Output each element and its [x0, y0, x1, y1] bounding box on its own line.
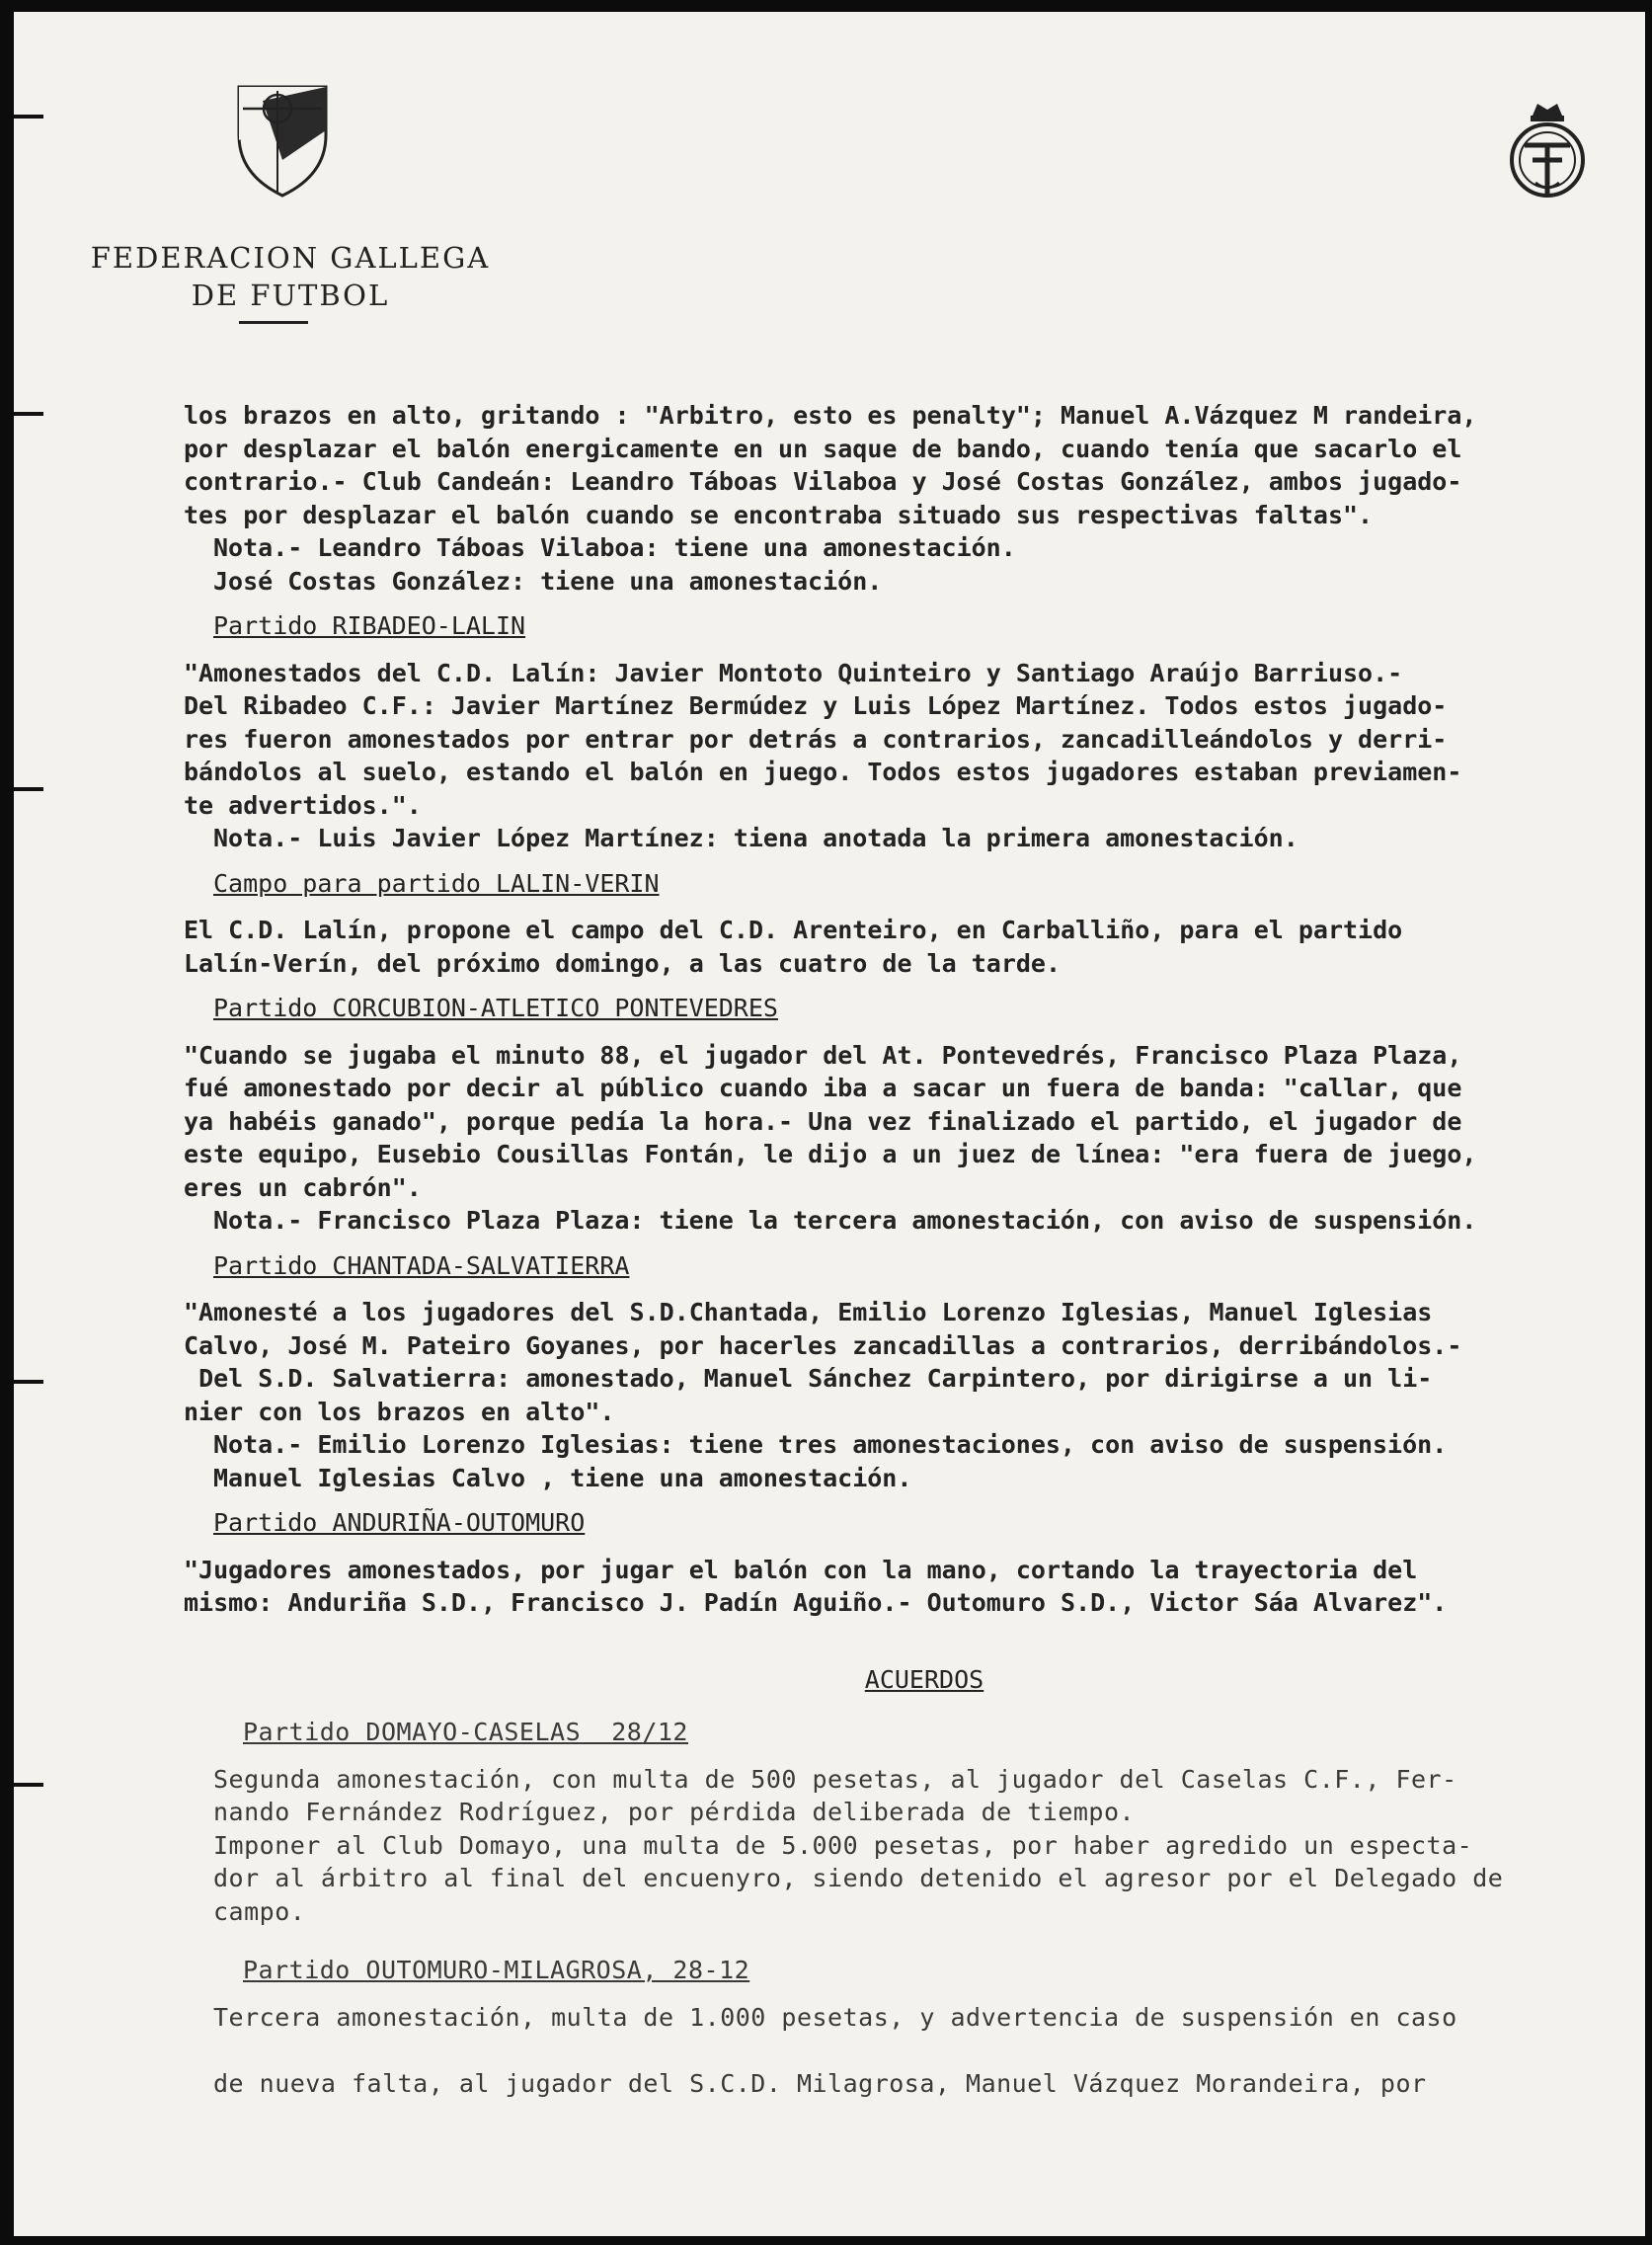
note-manuel: Manuel Iglesias Calvo , tiene una amonestación. [213, 1463, 912, 1492]
section-acuerdos: ACUERDOS [864, 1664, 984, 1694]
federation-name-line1: FEDERACION GALLEGA [90, 241, 491, 275]
paragraph-outomuro: Tercera amonestación, multa de 1.000 pesetas, y advertencia de suspensión en caso de nueva falta, al jugador del S.C.D. Milagrosa, Manuel Vázquez Morandeira, por [213, 2002, 1457, 2098]
paragraph-domayo-2: Imponer al Club Domayo, una multa de 5.000 pesetas, por haber agredido un especta- dor al árbitro al final del encuenyro, siendo detenido el agresor por el Delegado de campo. [213, 1830, 1504, 1926]
note-emilio: Nota.- Emilio Lorenzo Iglesias: tiene tres amonestaciones, con aviso de suspensión. [213, 1430, 1448, 1459]
note-leandro: Nota.- Leandro Táboas Vilaboa: tiene una amonestación. [213, 533, 1016, 562]
paragraph-domayo-1: Segunda amonestación, con multa de 500 pesetas, al jugador del Caselas C.F., Fer- nando Fernández Rodríguez, por pérdida deliberada de tiempo. [213, 1764, 1457, 1826]
heading-text: Partido ANDURIÑA-OUTOMURO [213, 1508, 586, 1537]
header-divider [239, 321, 308, 324]
heading-text: Partido DOMAYO-CASELAS 28/12 [243, 1718, 688, 1746]
federation-name [73, 239, 508, 314]
binder-hole-mark [14, 787, 43, 791]
heading-corcubion [184, 992, 1635, 1025]
heading-chantada [184, 1249, 1635, 1283]
paragraph-campo: El C.D. Lalín, propone el campo del C.D. Arenteiro, en Carballiño, para el partido Lalín-Verín, del próximo domingo, a las cuatro de la tarde. [184, 916, 1403, 978]
paragraph-corcubion: "Cuando se jugaba el minuto 88, el jugador del At. Pontevedrés, Francisco Plaza Plaza, fué amonestado por decir al público cuando iba a sacar un fuera de banda: "callar, que ya habéis ganado", porque pedía la hora.- Una vez finalizado el partido, el jugador de este equipo, Eusebio Cousillas Fontán, le dijo a un juez de línea: "era fuera de juego, eres un cabrón". [184, 1040, 1477, 1202]
note-ribadeo: Nota.- Luis Javier López Martínez: tiena anotada la primera amonestación. [213, 824, 1298, 852]
paragraph-penalty: los brazos en alto, gritando : "Arbitro, esto es penalty"; Manuel A.Vázquez M randeira, por desplazar el balón energicamente en un saque de bando, cuando tenía que sacarlo el contrario.- Club Candeán: Leandro Táboas Vilaboa y José Costas González, ambos jugado- tes por desplazar el balón cuando se encontraba situado sus respectivas faltas". [184, 401, 1477, 529]
heading-text: Partido RIBADEO-LALIN [213, 611, 526, 640]
note-corcubion: Nota.- Francisco Plaza Plaza: tiene la tercera amonestación, con aviso de suspensión. [213, 1206, 1477, 1235]
heading-text: Partido CHANTADA-SALVATIERRA [213, 1250, 630, 1280]
binder-hole-mark [14, 1783, 43, 1787]
binder-hole-mark [14, 412, 43, 416]
royal-crown-emblem-icon [1503, 96, 1592, 214]
note-jose: José Costas González: tiene una amonestación. [213, 566, 883, 596]
paragraph-ribadeo: "Amonestados del C.D. Lalín: Javier Montoto Quinteiro y Santiago Araújo Barriuso.- Del Ribadeo C.F.: Javier Martínez Bermúdez y Luis López Martínez. Todos estos jugado- res fueron amonestados por entrar por detrás a contrarios, zancadilleándolos y derri- bándolos al suelo, estando el balón en juego. Todos estos jugadores estaban previamen- te advertidos.". [184, 658, 1462, 820]
heading-text: Campo para partido LALIN-VERIN [213, 868, 660, 898]
binder-hole-mark [14, 1380, 43, 1384]
heading-outomuro [184, 1954, 1635, 1987]
heading-ribadeo-lalin [184, 609, 1635, 643]
binder-hole-mark [14, 115, 43, 119]
document-body [184, 399, 1635, 2100]
federation-shield-icon [233, 81, 332, 200]
paragraph-anduriña: "Jugadores amonestados, por jugar el balón con la mano, cortando la trayectoria del mismo: Anduriña S.D., Francisco J. Padín Aguiño.- Outomuro S.D., Victor Sáa Alvarez". [184, 1555, 1448, 1617]
federation-name-line2: DE FUTBOL [191, 279, 390, 312]
heading-campo-lalin-verin [184, 867, 1635, 901]
document-page [14, 12, 1645, 2236]
paragraph-chantada: "Amonesté a los jugadores del S.D.Chantada, Emilio Lorenzo Iglesias, Manuel Iglesias Calvo, José M. Pateiro Goyanes, por hacerles zancadillas a contrarios, derribándolos.- Del S.D. Salvatierra: amonestado, Manuel Sánchez Carpintero, por dirigirse a un li- nier con los brazos en alto". [184, 1298, 1462, 1426]
spacer [184, 1928, 1635, 1954]
heading-anduriña [184, 1506, 1635, 1540]
heading-text: Partido OUTOMURO-MILAGROSA, 28-12 [243, 1956, 750, 1984]
heading-domayo [184, 1716, 1635, 1749]
heading-text: Partido CORCUBION-ATLETICO PONTEVEDRES [213, 994, 778, 1022]
